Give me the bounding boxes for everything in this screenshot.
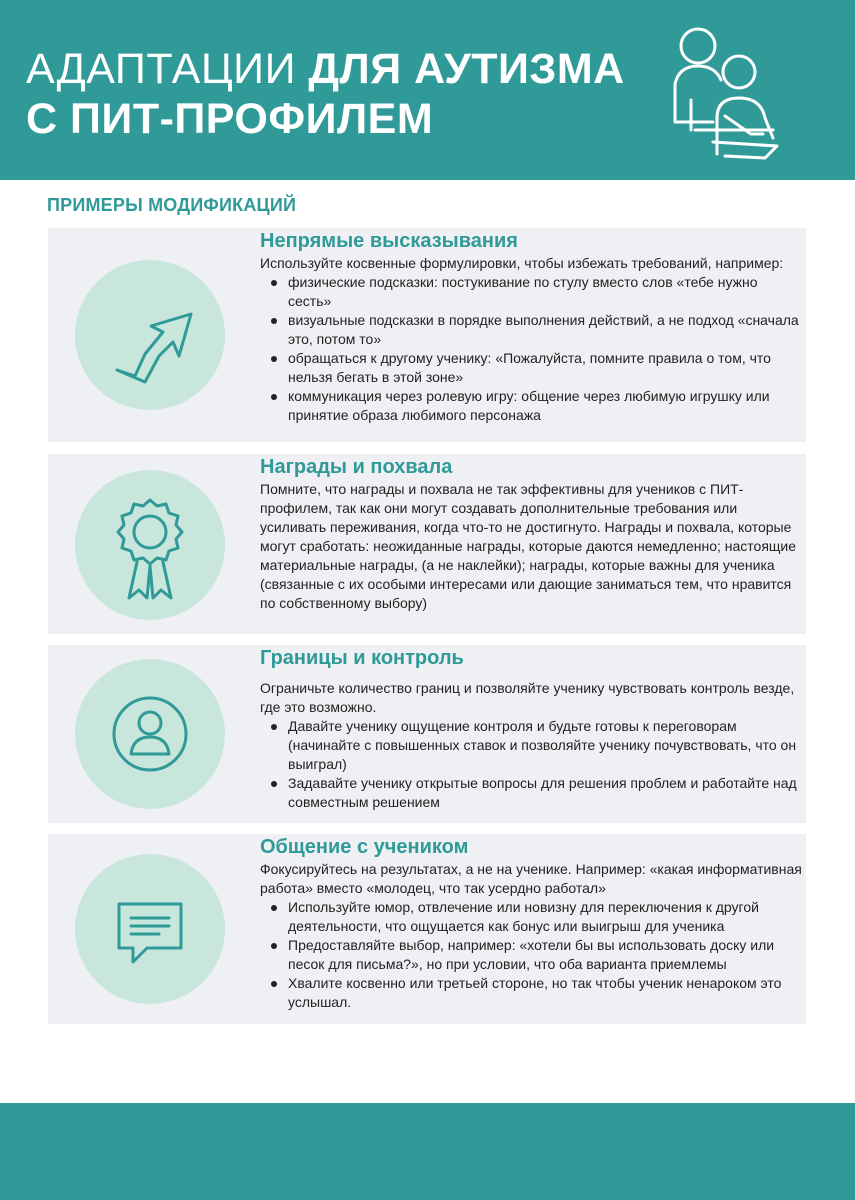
list-item: Давайте ученику ощущение контроля и будьте готовы к переговорам (начинайте с повышенных ставок и позволяйте ученику почувствовать, что он выиграл) (288, 717, 802, 774)
card-icon-circle (75, 260, 225, 410)
list-item: Задавайте ученику открытые вопросы для решения проблем и работайте над совместным решением (288, 774, 802, 812)
page-title (26, 44, 625, 144)
award-ribbon-icon (75, 470, 225, 620)
header-banner (0, 0, 855, 180)
card-indirect-statements (48, 228, 806, 442)
card-icon-circle (75, 854, 225, 1004)
bent-arrow-icon (75, 260, 225, 410)
card-title: Общение с учеником (260, 836, 469, 858)
list-item: визуальные подсказки в порядке выполнения действий, а не подход «сначала это, потом то» (288, 311, 802, 349)
card-intro: Ограничьте количество границ и позволяйте ученику чувствовать контроль везде, где это возможно. (260, 680, 795, 715)
list-item: физические подсказки: постукивание по стулу вместо слов «тебе нужно сесть» (288, 273, 802, 311)
bullet-list (260, 898, 802, 1012)
title-light-part: АДАПТАЦИИ (26, 45, 309, 93)
list-item: Предоставляйте выбор, например: «хотели бы вы использовать доску или песок для письма?», но при условии, что оба варианта приемлемы (288, 936, 802, 974)
card-intro: Помните, что награды и похвала не так эффективны для учеников с ПИТ-профилем, так как они могут создавать дополнительные требования или усиливать переживания, когда что-то не достигнуто. Награды и похвала, которые могут сработать: неожиданные награды, которые даются немедленно; настоящие материальные награды, (а не наклейки); награды, которые важны для ученика (связанные с их особыми интересами или дающие заниматься тем, что нравится по собственному выбору) (260, 481, 797, 611)
card-title: Границы и контроль (260, 647, 464, 669)
chat-message-icon (75, 854, 225, 1004)
list-item: Используйте юмор, отвлечение или новизну для переключения к другой деятельности, что ощущается как бонус или выигрыш для ученика (288, 898, 802, 936)
bullet-list (260, 273, 802, 425)
title-line-1 (26, 44, 625, 94)
card-body (260, 454, 802, 613)
card-intro: Фокусируйтесь на результатах, а не на ученике. Например: «какая информативная работа» вместо «молодец, что так усердно работал» (260, 861, 802, 896)
bullet-list (260, 717, 802, 812)
card-boundaries-control (48, 645, 806, 823)
list-item: коммуникация через ролевую игру: общение через любимую игрушку или принятие образа любимого персонажа (288, 387, 802, 425)
card-title: Непрямые высказывания (260, 230, 518, 252)
title-bold-part: ДЛЯ АУТИЗМА (308, 45, 625, 93)
card-body (260, 645, 802, 812)
two-people-at-desk-icon (665, 22, 785, 162)
card-title: Награды и похвала (260, 456, 453, 478)
list-item: Хвалите косвенно или третьей стороне, но так чтобы ученик ненароком это услышал. (288, 974, 802, 1012)
card-rewards-praise (48, 454, 806, 634)
footer-band (0, 1103, 855, 1200)
card-body (260, 228, 802, 425)
card-icon-circle (75, 659, 225, 809)
card-intro: Используйте косвенные формулировки, чтобы избежать требований, например: (260, 255, 784, 271)
title-line-2: С ПИТ-ПРОФИЛЕМ (26, 95, 434, 143)
section-heading: ПРИМЕРЫ МОДИФИКАЦИЙ (47, 195, 297, 215)
card-communication (48, 834, 806, 1024)
card-body (260, 834, 802, 1012)
user-circle-icon (75, 659, 225, 809)
card-icon-circle (75, 470, 225, 620)
list-item: обращаться к другому ученику: «Пожалуйста, помните правила о том, что нельзя бегать в этой зоне» (288, 349, 802, 387)
